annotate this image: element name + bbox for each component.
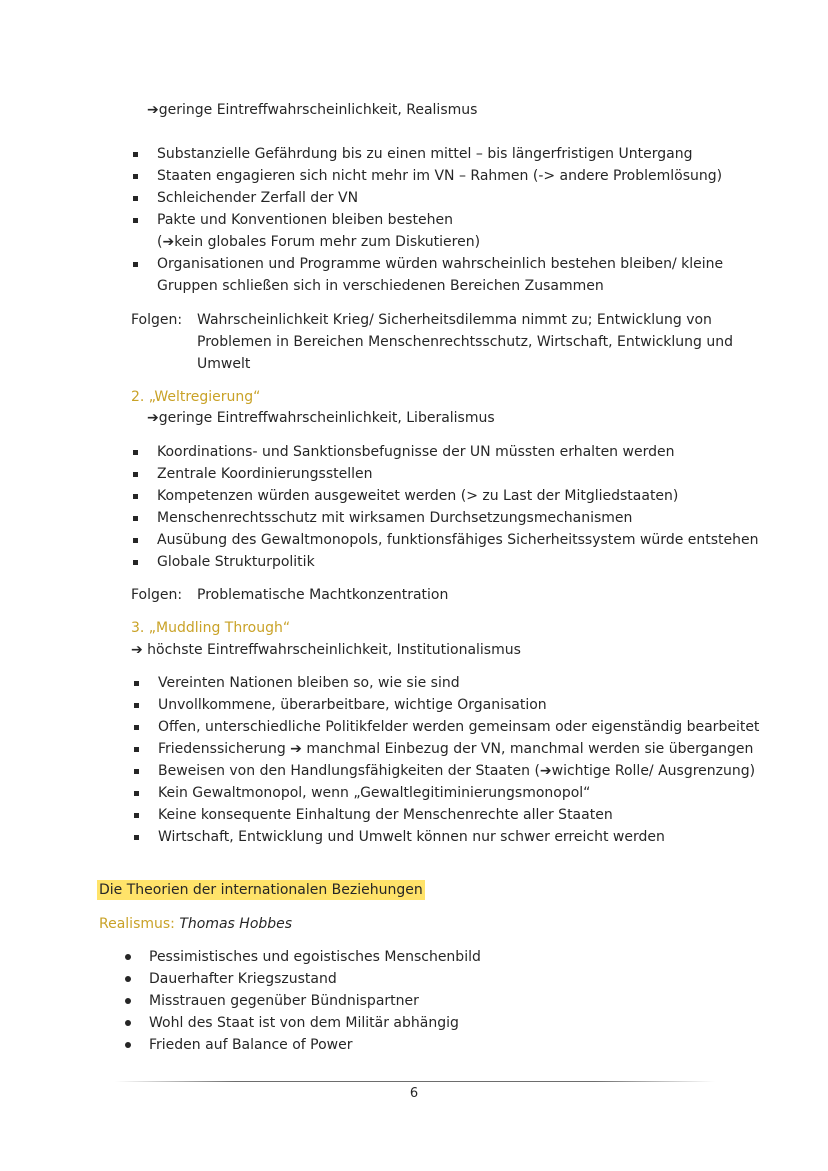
scenario3-bullet-4: Friedenssicherung ➔ manchmal Einbezug der VN, manchmal werden sie übergangen bbox=[158, 741, 754, 757]
scenario1-bullet-2: Staaten engagieren sich nicht mehr im VN – Rahmen (-> andere Problemlösung) bbox=[157, 168, 723, 184]
scenario1-arrow-line: ➔geringe Eintreffwahrscheinlichkeit, Realismus bbox=[147, 102, 478, 118]
scenario2-bullet-6: Globale Strukturpolitik bbox=[157, 554, 315, 570]
scenario1-bullet-5: Organisationen und Programme würden wahrscheinlich bestehen bleiben/ kleine bbox=[157, 256, 724, 272]
realismus-heading bbox=[99, 915, 292, 933]
theories-title-highlight: Die Theorien der internationalen Beziehungen bbox=[99, 882, 423, 898]
scenario3-heading: 3. „Muddling Through“ bbox=[131, 620, 291, 636]
scenario2-bullet-1: Koordinations- und Sanktionsbefugnisse der UN müssten erhalten werden bbox=[157, 444, 675, 460]
scenario1-folgen-label: Folgen: bbox=[131, 312, 183, 328]
scenario1-bullet-5-continuation: Gruppen schließen sich in verschiedenen Bereichen Zusammen bbox=[157, 278, 604, 294]
realismus-author: Thomas Hobbes bbox=[179, 916, 293, 932]
scenario3-bullet-1: Vereinten Nationen bleiben so, wie sie sind bbox=[158, 675, 460, 691]
theories-title bbox=[97, 881, 425, 899]
scenario1-folgen-line-1: Wahrscheinlichkeit Krieg/ Sicherheitsdilemma nimmt zu; Entwicklung von bbox=[197, 312, 712, 328]
scenario1-folgen-line-3: Umwelt bbox=[197, 356, 251, 372]
scenario1-bullet-3: Schleichender Zerfall der VN bbox=[157, 190, 359, 206]
scenario3-arrow-line: ➔ höchste Eintreffwahrscheinlichkeit, Institutionalismus bbox=[131, 642, 521, 658]
scenario2-folgen-text: Problematische Machtkonzentration bbox=[197, 587, 449, 603]
scenario2-bullet-5: Ausübung des Gewaltmonopols, funktionsfähiges Sicherheitssystem würde entstehen bbox=[157, 532, 759, 548]
realismus-label: Realismus: bbox=[99, 916, 175, 932]
scenario2-arrow-line: ➔geringe Eintreffwahrscheinlichkeit, Liberalismus bbox=[147, 410, 495, 426]
realismus-bullet-2: Dauerhafter Kriegszustand bbox=[149, 971, 337, 987]
realismus-bullet-3: Misstrauen gegenüber Bündnispartner bbox=[149, 993, 419, 1009]
realismus-bullet-4: Wohl des Staat ist von dem Militär abhängig bbox=[149, 1015, 459, 1031]
scenario3-bullet-5: Beweisen von den Handlungsfähigkeiten der Staaten (➔wichtige Rolle/ Ausgrenzung) bbox=[158, 763, 756, 779]
scenario1-bullet-4-continuation: (➔kein globales Forum mehr zum Diskutieren) bbox=[157, 234, 481, 250]
scenario3-bullet-7: Keine konsequente Einhaltung der Menschenrechte aller Staaten bbox=[158, 807, 613, 823]
scenario3-bullet-2: Unvollkommene, überarbeitbare, wichtige Organisation bbox=[158, 697, 547, 713]
scenario1-folgen-line-2: Problemen in Bereichen Menschenrechtsschutz, Wirtschaft, Entwicklung und bbox=[197, 334, 734, 350]
scenario2-heading: 2. „Weltregierung“ bbox=[131, 389, 261, 405]
scenario3-bullet-8: Wirtschaft, Entwicklung und Umwelt können nur schwer erreicht werden bbox=[158, 829, 665, 845]
page-number: 6 bbox=[409, 1086, 419, 1101]
scenario2-bullet-2: Zentrale Koordinierungsstellen bbox=[157, 466, 373, 482]
scenario2-bullet-4: Menschenrechtsschutz mit wirksamen Durchsetzungsmechanismen bbox=[157, 510, 633, 526]
scenario2-folgen-label: Folgen: bbox=[131, 587, 183, 603]
scenario3-bullet-3: Offen, unterschiedliche Politikfelder werden gemeinsam oder eigenständig bearbeitet bbox=[158, 719, 760, 735]
footer-rule bbox=[115, 1081, 715, 1082]
scenario1-bullet-4: Pakte und Konventionen bleiben bestehen bbox=[157, 212, 453, 228]
scenario1-bullet-1: Substanzielle Gefährdung bis zu einen mittel – bis längerfristigen Untergang bbox=[157, 146, 693, 162]
scenario2-bullet-3: Kompetenzen würden ausgeweitet werden (> zu Last der Mitgliedstaaten) bbox=[157, 488, 679, 504]
realismus-bullet-5: Frieden auf Balance of Power bbox=[149, 1037, 353, 1053]
realismus-bullet-1: Pessimistisches und egoistisches Menschenbild bbox=[149, 949, 481, 965]
scenario3-bullet-6: Kein Gewaltmonopol, wenn „Gewaltlegitiminierungsmonopol“ bbox=[158, 785, 591, 801]
